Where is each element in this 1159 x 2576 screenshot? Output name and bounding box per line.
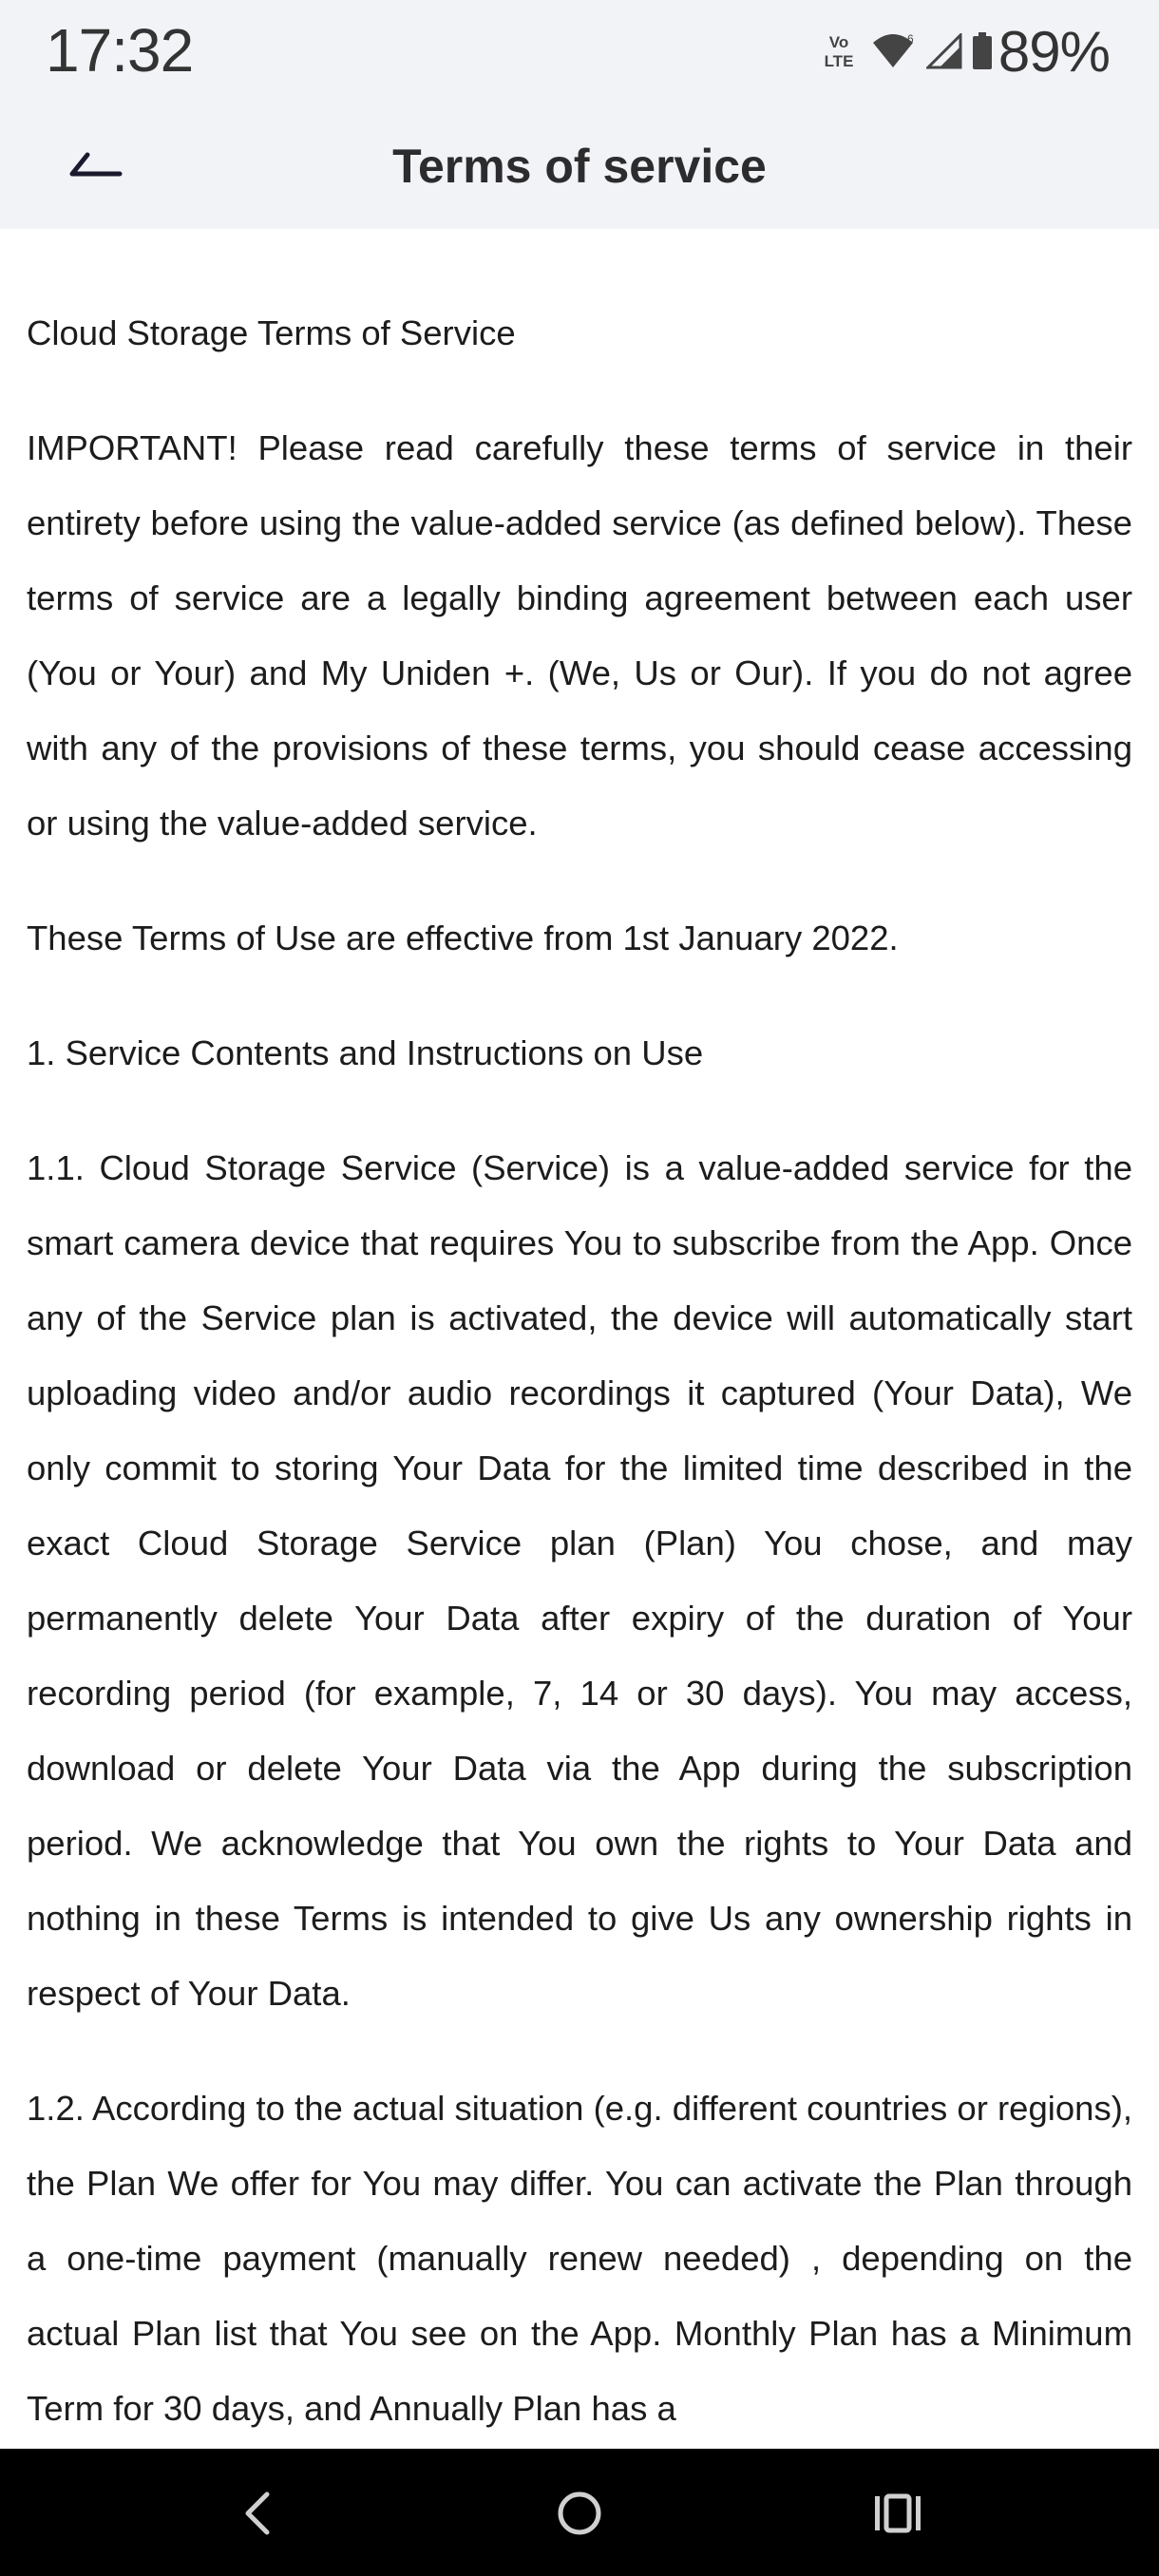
home-icon	[551, 2485, 608, 2542]
terms-content[interactable]	[27, 229, 1132, 2449]
volte-icon	[820, 30, 858, 72]
svg-text:6: 6	[906, 32, 914, 46]
app-bar	[0, 104, 1159, 229]
nav-back-icon	[231, 2485, 288, 2542]
wifi-icon	[871, 29, 915, 73]
status-icons	[820, 21, 1110, 82]
battery-percent: 89%	[998, 19, 1110, 84]
nav-home-button[interactable]	[537, 2477, 622, 2549]
section-1-1-paragraph: 1.1. Cloud Storage Service (Service) is a value-added service for the smart camera device that requires You to subscribe from the App. Once any of the Service plan is activated, the device will automatically start uploading video and/or audio recordings it captured (Your Data), We only commit to storing Your Data for the limited time described in the exact Cloud Storage Service plan (Plan) You chose, and may permanently delete Your Data after expiry of the duration of Your recording period (for example, 7, 14 or 30 days). You may access, download or delete Your Data via the App during the subscription period. We acknowledge that You own the rights to Your Data and nothing in these Terms is intended to give Us any ownership rights in respect of Your Data.	[27, 1148, 1132, 2013]
terms-heading: Cloud Storage Terms of Service	[27, 313, 516, 352]
section-1-title: 1. Service Contents and Instructions on Use	[27, 1033, 704, 1072]
recents-icon	[869, 2485, 926, 2542]
status-time: 17:32	[46, 16, 194, 85]
battery-icon	[972, 32, 993, 70]
system-nav-bar	[0, 2449, 1159, 2576]
terms-important-paragraph: IMPORTANT! Please read carefully these terms of service in their entirety before using the value-added service (as defined below). These terms of service are a legally binding agreement between each user (You or Your) and My Uniden +. (We, Us or Our). If you do not agree with any of the provisions of these terms, you should cease accessing or using the value-added service.	[27, 428, 1132, 843]
page-title: Terms of service	[392, 140, 767, 193]
terms-effective-date: These Terms of Use are effective from 1st January 2022.	[27, 919, 899, 957]
signal-icon	[926, 33, 962, 69]
volte-label-top: Vo	[828, 33, 849, 51]
nav-back-button[interactable]	[217, 2477, 302, 2549]
section-1-2-paragraph: 1.2. According to the actual situation (e.g. different countries or regions), the Plan We offer for You may differ. You can activate the Plan through a one-time payment (manually renew needed) , depending on the actual Plan list that You see on the App. Monthly Plan has a Minimum Term for 30 days, and Annually Plan has a	[27, 2089, 1132, 2428]
volte-label-bottom: LTE	[824, 52, 854, 70]
status-bar	[0, 0, 1159, 104]
nav-recents-button[interactable]	[855, 2477, 940, 2549]
